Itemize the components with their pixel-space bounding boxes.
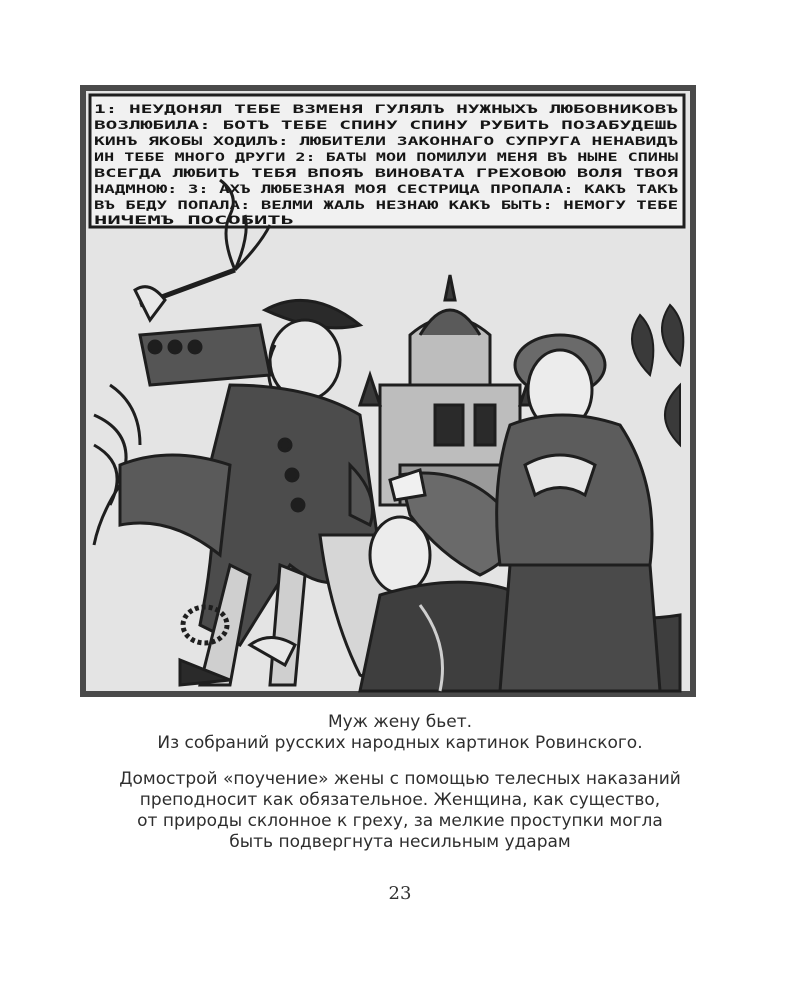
caption-body-line: от природы склонное к греху, за мелкие проступки могла xyxy=(137,811,663,831)
lubok-illustration xyxy=(80,85,696,697)
inscription-line: НАДМНОЮ: 3: АХЪ ЛЮБЕЗНАЯ МОЯ СЕСТРИЦА ПРОПАЛА: КАКЪ ТАКЪ xyxy=(94,183,679,196)
inscription-line: ВЪ БЕДУ ПОПАЛА: ВЕЛМИ ЖАЛЬ НЕЗНАЮ КАКЪ БЫТЬ: НЕМОГУ ТЕБЕ xyxy=(94,199,678,212)
caption-description xyxy=(60,769,740,853)
illustration-caption xyxy=(60,712,740,754)
inscription-line: НИЧЕМЪ ПОСОБИТЬ xyxy=(94,214,295,227)
inscription-line: КИНЪ ЯКОБЫ ХОДИЛЪ: ЛЮБИТЕЛИ ЗАКОННАГО СУПРУГА НЕНАВИДЪ xyxy=(94,135,679,148)
inscription-line: ВСЕГДА ЛЮБИТЬ ТЕБЯ ВПОЯЪ ВИНОВАТА ГРЕХОВОЮ ВОЛЯ ТВОЯ xyxy=(94,167,679,180)
page-number: 23 xyxy=(388,883,412,904)
inscription-line: ИН ТЕБЕ МНОГО ДРУГИ 2: БАТЫ МОИ ПОМИЛУИ МЕНЯ ВЪ НЫНЕ СПИНЫ xyxy=(94,151,679,164)
inscription-line: 1: НЕУДОНЯЛ ТЕБЕ ВЗМЕНЯ ГУЛЯЛЪ НУЖНЫХЪ ЛЮБОВНИКОВЪ xyxy=(94,103,679,116)
caption-body-line: преподносит как обязательное. Женщина, как существо, xyxy=(139,790,661,810)
inscription-line: ВОЗЛЮБИЛА: БОТЪ ТЕБЕ СПИНУ СПИНУ РУБИТЬ ПОЗАБУДЕШЬ xyxy=(94,119,679,132)
caption-body-line: Домострой «поучение» жены с помощью телесных наказаний xyxy=(119,769,681,789)
caption-source-line: Из собраний русских народных картинок Ровинского. xyxy=(157,733,643,753)
caption-body-line: быть подвергнута несильным ударам xyxy=(229,832,571,852)
caption-title-line: Муж жену бьет. xyxy=(327,712,473,732)
